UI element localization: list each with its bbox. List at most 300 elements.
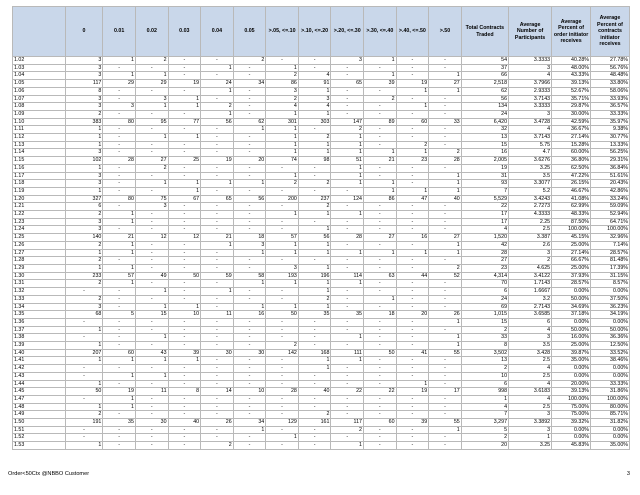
- table-cell: 13: [461, 357, 508, 365]
- table-cell: 13.33%: [591, 141, 630, 149]
- table-cell: -: [201, 249, 234, 257]
- column-header: >.50: [429, 7, 462, 57]
- table-cell: 55: [429, 419, 462, 427]
- table-cell: -: [266, 318, 299, 326]
- table-row: [13, 365, 630, 373]
- table-cell: -: [429, 295, 462, 303]
- table-cell: -: [298, 403, 331, 411]
- table-cell: -: [233, 357, 266, 365]
- row-label: 1.13: [13, 141, 66, 149]
- table-cell: 4: [298, 72, 331, 80]
- row-label: 1.28: [13, 257, 66, 265]
- table-cell: 0.00%: [552, 372, 591, 380]
- table-cell: -: [201, 280, 234, 288]
- table-cell: -: [396, 110, 429, 118]
- column-header: >.05, <=.10: [266, 7, 299, 57]
- table-cell: 1: [429, 334, 462, 342]
- table-cell: -: [65, 372, 103, 380]
- table-cell: 2: [201, 103, 234, 111]
- table-cell: -: [103, 226, 136, 234]
- row-label: 1.47: [13, 395, 66, 403]
- table-cell: -: [103, 342, 136, 350]
- table-cell: -: [396, 180, 429, 188]
- table-cell: -: [233, 141, 266, 149]
- table-cell: -: [364, 211, 397, 219]
- table-cell: 31.82%: [591, 419, 630, 427]
- table-cell: 5: [103, 311, 136, 319]
- table-cell: 45.15%: [552, 234, 591, 242]
- table-cell: 50: [364, 349, 397, 357]
- table-cell: 34: [233, 80, 266, 88]
- table-row: [13, 134, 630, 142]
- table-cell: 4: [509, 380, 552, 388]
- table-cell: -: [103, 295, 136, 303]
- table-cell: 1: [65, 264, 103, 272]
- table-cell: 32: [461, 126, 508, 134]
- table-cell: -: [233, 403, 266, 411]
- table-cell: -: [364, 442, 397, 450]
- table-cell: -: [168, 264, 201, 272]
- column-header: Average Percent of contracts initiator receives: [591, 7, 630, 57]
- table-cell: -: [135, 403, 168, 411]
- table-cell: 1: [201, 241, 234, 249]
- table-cell: -: [103, 288, 136, 296]
- table-cell: -: [135, 87, 168, 95]
- table-cell: -: [65, 426, 103, 434]
- table-cell: 1: [298, 357, 331, 365]
- table-cell: 19: [201, 157, 234, 165]
- table-cell: 0.00%: [591, 372, 630, 380]
- table-cell: 1: [298, 249, 331, 257]
- table-cell: -: [201, 342, 234, 350]
- table-row: [13, 334, 630, 342]
- table-cell: -: [233, 226, 266, 234]
- table-cell: 207: [65, 349, 103, 357]
- table-cell: 1: [364, 149, 397, 157]
- table-cell: 3.387: [509, 234, 552, 242]
- table-cell: 20.43%: [591, 180, 630, 188]
- table-cell: 14: [201, 388, 234, 396]
- table-cell: 34: [233, 419, 266, 427]
- table-cell: 20.00%: [552, 380, 591, 388]
- table-cell: -: [201, 57, 234, 65]
- table-cell: 25.00%: [552, 264, 591, 272]
- table-cell: -: [331, 187, 364, 195]
- table-cell: 1.7143: [509, 280, 552, 288]
- table-cell: 129: [266, 419, 299, 427]
- table-cell: -: [135, 126, 168, 134]
- table-cell: 3: [65, 172, 103, 180]
- table-cell: 3.6183: [509, 388, 552, 396]
- table-cell: -: [201, 372, 234, 380]
- table-cell: 60: [396, 118, 429, 126]
- column-header: Average Percent of order initiator receives: [552, 7, 591, 57]
- table-cell: 2: [233, 57, 266, 65]
- table-cell: 1: [331, 180, 364, 188]
- table-cell: -: [364, 303, 397, 311]
- table-cell: -: [364, 264, 397, 272]
- table-cell: 29.87%: [552, 103, 591, 111]
- table-cell: 31.15%: [591, 272, 630, 280]
- table-cell: 20: [461, 442, 508, 450]
- table-cell: -: [103, 180, 136, 188]
- table-cell: -: [168, 318, 201, 326]
- table-cell: 6: [65, 203, 103, 211]
- table-cell: -: [266, 203, 299, 211]
- table-cell: 147: [331, 118, 364, 126]
- table-cell: -: [103, 411, 136, 419]
- row-label: 1.32: [13, 288, 66, 296]
- table-cell: -: [135, 211, 168, 219]
- table-cell: -: [396, 280, 429, 288]
- table-cell: 114: [331, 272, 364, 280]
- table-cell: 1: [135, 303, 168, 311]
- table-cell: 36.84%: [591, 164, 630, 172]
- table-cell: -: [135, 365, 168, 373]
- table-cell: -: [233, 95, 266, 103]
- header-row: [13, 7, 630, 57]
- table-cell: 62.50%: [552, 164, 591, 172]
- table-cell: 1: [364, 187, 397, 195]
- table-cell: 2.25: [509, 218, 552, 226]
- table-cell: -: [266, 426, 299, 434]
- column-header: 0.02: [135, 7, 168, 57]
- table-cell: -: [168, 372, 201, 380]
- column-header: >.40, <=.50: [396, 7, 429, 57]
- table-row: [13, 388, 630, 396]
- table-cell: 47: [396, 195, 429, 203]
- table-cell: 57: [266, 234, 299, 242]
- table-cell: 237: [298, 195, 331, 203]
- table-cell: 1: [135, 180, 168, 188]
- table-cell: 30: [233, 349, 266, 357]
- table-cell: 102: [65, 157, 103, 165]
- table-cell: -: [135, 257, 168, 265]
- table-cell: -: [364, 164, 397, 172]
- table-cell: 1: [266, 134, 299, 142]
- table-cell: 42: [461, 241, 508, 249]
- table-cell: -: [168, 110, 201, 118]
- table-cell: -: [429, 126, 462, 134]
- table-row: [13, 411, 630, 419]
- table-cell: 1: [233, 280, 266, 288]
- row-label: 1.19: [13, 187, 66, 195]
- table-cell: 4.7: [509, 149, 552, 157]
- table-cell: -: [429, 218, 462, 226]
- table-cell: -: [201, 403, 234, 411]
- table-cell: 86: [266, 80, 299, 88]
- table-cell: 74: [266, 157, 299, 165]
- table-row: [13, 211, 630, 219]
- table-cell: -: [103, 365, 136, 373]
- table-cell: 22: [331, 388, 364, 396]
- table-cell: 41.08%: [552, 195, 591, 203]
- table-cell: -: [364, 126, 397, 134]
- table-cell: -: [103, 64, 136, 72]
- table-row: [13, 311, 630, 319]
- row-label: 1.10: [13, 118, 66, 126]
- table-cell: 0.00%: [591, 434, 630, 442]
- row-label: 1.05: [13, 80, 66, 88]
- table-cell: 4: [266, 103, 299, 111]
- table-cell: 4: [509, 395, 552, 403]
- table-cell: -: [201, 257, 234, 265]
- table-cell: 59: [201, 272, 234, 280]
- table-cell: 54: [461, 57, 508, 65]
- table-cell: 1: [429, 249, 462, 257]
- row-label: 1.52: [13, 434, 66, 442]
- table-cell: -: [135, 342, 168, 350]
- table-cell: -: [396, 342, 429, 350]
- table-cell: -: [168, 426, 201, 434]
- table-cell: 27.78%: [591, 57, 630, 65]
- table-cell: 40.28%: [552, 57, 591, 65]
- table-cell: -: [103, 95, 136, 103]
- table-cell: -: [331, 295, 364, 303]
- table-row: [13, 295, 630, 303]
- table-cell: -: [396, 72, 429, 80]
- table-cell: -: [103, 318, 136, 326]
- table-cell: -: [233, 164, 266, 172]
- table-cell: 3.25: [509, 164, 552, 172]
- table-cell: -: [201, 395, 234, 403]
- table-cell: -: [168, 226, 201, 234]
- table-row: [13, 141, 630, 149]
- table-cell: 100.00%: [591, 395, 630, 403]
- table-cell: -: [429, 380, 462, 388]
- table-cell: -: [168, 442, 201, 450]
- table-cell: 62: [233, 118, 266, 126]
- table-cell: -: [331, 372, 364, 380]
- table-cell: 3.3333: [509, 103, 552, 111]
- table-cell: -: [396, 334, 429, 342]
- table-cell: -: [298, 334, 331, 342]
- table-cell: 37.18%: [552, 311, 591, 319]
- table-cell: 4.3333: [509, 211, 552, 219]
- table-cell: -: [429, 442, 462, 450]
- table-cell: 27: [364, 234, 397, 242]
- table-cell: 1: [429, 318, 462, 326]
- table-cell: 35: [298, 311, 331, 319]
- table-cell: 3.428: [509, 349, 552, 357]
- table-cell: 4: [509, 365, 552, 373]
- table-cell: -: [168, 87, 201, 95]
- table-cell: -: [201, 434, 234, 442]
- table-cell: 31.86%: [591, 388, 630, 396]
- table-cell: 1: [135, 288, 168, 296]
- row-label: 1.18: [13, 180, 66, 188]
- table-cell: 27.14%: [552, 249, 591, 257]
- table-cell: 37.93%: [552, 272, 591, 280]
- table-cell: 28: [331, 234, 364, 242]
- table-cell: 39: [364, 80, 397, 88]
- table-cell: 1: [168, 303, 201, 311]
- table-cell: 40: [168, 419, 201, 427]
- table-cell: 2: [429, 149, 462, 157]
- table-row: [13, 164, 630, 172]
- table-cell: -: [103, 149, 136, 157]
- table-cell: 0.00%: [591, 426, 630, 434]
- column-header: 0.01: [103, 7, 136, 57]
- table-row: [13, 241, 630, 249]
- table-cell: -: [364, 326, 397, 334]
- table-cell: 1: [233, 180, 266, 188]
- row-label: 1.26: [13, 241, 66, 249]
- table-row: [13, 64, 630, 72]
- table-cell: 3.4122: [509, 272, 552, 280]
- table-cell: 1: [65, 187, 103, 195]
- table-cell: -: [331, 380, 364, 388]
- table-cell: 58: [233, 272, 266, 280]
- table-cell: 69: [461, 303, 508, 311]
- table-cell: 25: [168, 157, 201, 165]
- table-cell: 17: [461, 211, 508, 219]
- table-cell: 1: [396, 380, 429, 388]
- table-cell: -: [233, 72, 266, 80]
- table-cell: -: [168, 326, 201, 334]
- table-cell: -: [364, 64, 397, 72]
- column-header: >.10, <=.20: [298, 7, 331, 57]
- table-cell: 1: [429, 72, 462, 80]
- table-cell: 1: [65, 380, 103, 388]
- table-cell: 27: [429, 80, 462, 88]
- table-cell: 3.2: [509, 295, 552, 303]
- table-cell: 16: [396, 234, 429, 242]
- table-cell: 68: [65, 311, 103, 319]
- table-cell: -: [396, 211, 429, 219]
- table-cell: 15: [461, 318, 508, 326]
- table-cell: -: [233, 87, 266, 95]
- table-cell: 3.5: [509, 172, 552, 180]
- table-cell: 31: [461, 172, 508, 180]
- table-cell: -: [103, 303, 136, 311]
- table-cell: -: [429, 134, 462, 142]
- table-cell: 62: [461, 87, 508, 95]
- table-cell: -: [168, 72, 201, 80]
- table-cell: 2: [266, 72, 299, 80]
- table-cell: 2: [298, 180, 331, 188]
- column-header: >.30, <=.40: [364, 7, 397, 57]
- table-cell: 1: [65, 442, 103, 450]
- table-cell: 3: [65, 103, 103, 111]
- table-cell: -: [364, 257, 397, 265]
- table-row: [13, 342, 630, 350]
- table-cell: -: [364, 172, 397, 180]
- table-cell: 60.00%: [552, 149, 591, 157]
- table-cell: 2.5: [509, 372, 552, 380]
- table-cell: 85.71%: [591, 411, 630, 419]
- table-cell: 1: [103, 403, 136, 411]
- table-cell: 3: [266, 264, 299, 272]
- table-cell: -: [429, 365, 462, 373]
- table-cell: -: [233, 257, 266, 265]
- table-cell: 80: [103, 118, 136, 126]
- table-cell: 86: [364, 195, 397, 203]
- table-cell: -: [364, 426, 397, 434]
- table-cell: 10: [168, 311, 201, 319]
- table-cell: 25.00%: [552, 241, 591, 249]
- table-cell: 7.14%: [591, 241, 630, 249]
- table-cell: 19: [168, 80, 201, 88]
- table-cell: 1: [396, 87, 429, 95]
- table-cell: -: [135, 442, 168, 450]
- table-cell: 12: [168, 234, 201, 242]
- table-cell: 1: [65, 326, 103, 334]
- table-cell: -: [396, 241, 429, 249]
- table-cell: -: [233, 326, 266, 334]
- table-cell: 33.80%: [591, 80, 630, 88]
- table-cell: 52: [429, 272, 462, 280]
- table-cell: 39: [168, 349, 201, 357]
- table-cell: 2: [65, 295, 103, 303]
- table-cell: -: [396, 411, 429, 419]
- table-cell: -: [103, 110, 136, 118]
- row-label: 1.16: [13, 164, 66, 172]
- table-cell: 1: [429, 426, 462, 434]
- table-cell: -: [331, 318, 364, 326]
- table-cell: 1: [201, 288, 234, 296]
- table-cell: 15: [135, 311, 168, 319]
- table-cell: -: [135, 64, 168, 72]
- table-cell: 32.96%: [591, 234, 630, 242]
- table-cell: 1: [266, 149, 299, 157]
- table-cell: -: [135, 141, 168, 149]
- row-label: 1.33: [13, 295, 66, 303]
- row-label: 1.48: [13, 403, 66, 411]
- table-cell: 3.6276: [509, 157, 552, 165]
- table-cell: -: [364, 318, 397, 326]
- table-cell: -: [135, 434, 168, 442]
- table-cell: 19: [396, 388, 429, 396]
- table-cell: 1: [168, 357, 201, 365]
- table-cell: 36.36%: [591, 334, 630, 342]
- table-cell: -: [201, 203, 234, 211]
- table-cell: -: [103, 141, 136, 149]
- table-cell: -: [135, 172, 168, 180]
- table-cell: -: [201, 72, 234, 80]
- table-cell: -: [135, 326, 168, 334]
- table-cell: 18: [233, 234, 266, 242]
- table-cell: -: [396, 203, 429, 211]
- table-cell: 19: [103, 388, 136, 396]
- table-cell: 6: [509, 318, 552, 326]
- table-row: [13, 419, 630, 427]
- table-cell: -: [201, 411, 234, 419]
- table-cell: 3.25: [509, 442, 552, 450]
- table-cell: 3: [298, 95, 331, 103]
- table-cell: 1: [429, 87, 462, 95]
- row-label: 1.44: [13, 380, 66, 388]
- table-cell: 2: [509, 257, 552, 265]
- page-number: 3: [626, 471, 630, 477]
- table-cell: 1: [266, 434, 299, 442]
- table-cell: 19: [396, 80, 429, 88]
- table-cell: 3: [65, 226, 103, 234]
- table-cell: 43.33%: [552, 72, 591, 80]
- table-cell: 1: [65, 357, 103, 365]
- table-cell: 1: [103, 218, 136, 226]
- table-cell: 233: [65, 272, 103, 280]
- table-cell: -: [233, 318, 266, 326]
- table-cell: 3: [65, 57, 103, 65]
- table-row: [13, 80, 630, 88]
- table-cell: 36.57%: [591, 103, 630, 111]
- table-cell: 42.59%: [552, 118, 591, 126]
- table-cell: 3.3077: [509, 180, 552, 188]
- table-cell: 2.5: [509, 357, 552, 365]
- table-cell: 1: [135, 334, 168, 342]
- table-cell: 191: [65, 419, 103, 427]
